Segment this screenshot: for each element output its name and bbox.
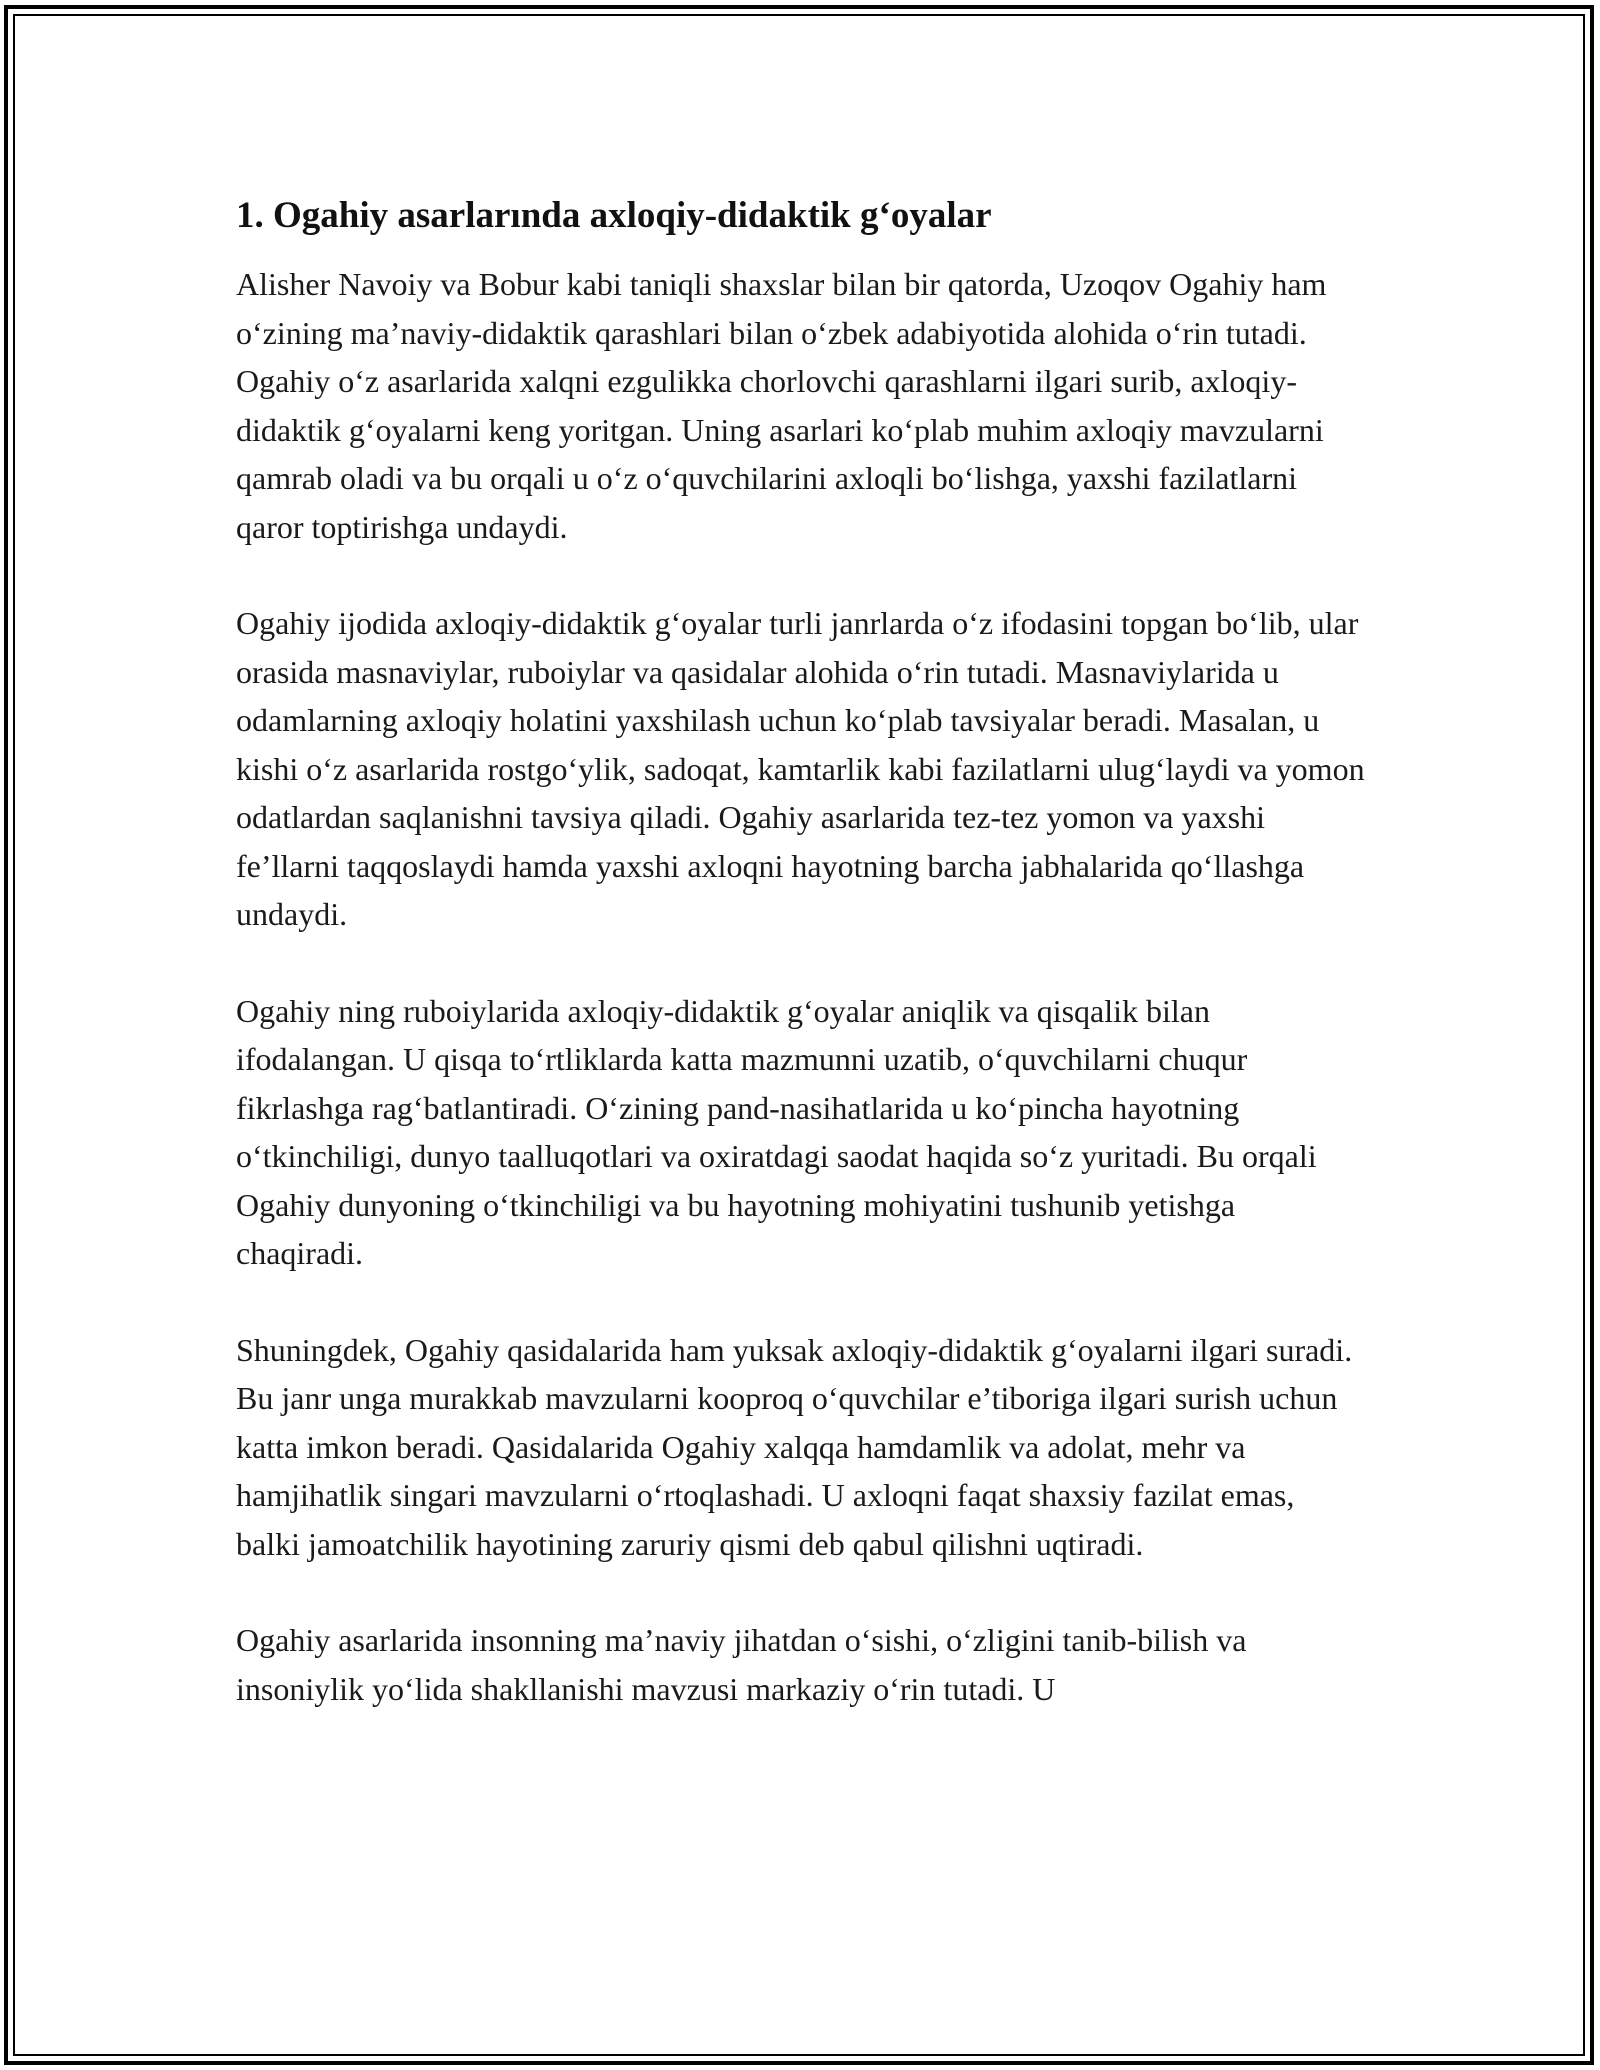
paragraph-1: Alisher Navoiy va Bobur kabi taniqli shaxslar bilan bir qatorda, Uzoqov Ogahiy ham o‘zining ma’naviy-didaktik qarashlari bilan o‘zbek adabiyotida alohida o‘rin tutadi. Ogahiy o‘z asarlarida xalqni ezgulikka chorlovchi qarashlarni ilgari surib, axloqiy-didaktik g‘oyalarni keng yoritgan. Uning asarlari ko‘plab muhim axloqiy mavzularni qamrab oladi va bu orqali u o‘z o‘quvchilarini axloqli bo‘lishga, yaxshi fazilatlarni qaror toptirishga undaydi. (236, 266, 1327, 545)
paragraph-5: Ogahiy asarlarida insonning ma’naviy jihatdan o‘sishi, o‘zligini tanib-bilish va insoniylik yo‘lida shakllanishi mavzusi markaziy o‘rin tutadi. U (236, 1622, 1247, 1707)
paragraph-2: Ogahiy ijodida axloqiy-didaktik g‘oyalar turli janrlarda o‘z ifodasini topgan bo‘lib, ular orasida masnaviylar, ruboiylar va qasidalar alohida o‘rin tutadi. Masnaviylarida u odamlarning axloqiy holatini yaxshilash uchun ko‘plab tavsiyalar beradi. Masalan, u kishi o‘z asarlarida rostgo‘ylik, sadoqat, kamtarlik kabi fazilatlarni ulug‘laydi va yomon odatlardan saqlanishni tavsiya qiladi. Ogahiy asarlarida tez-tez yomon va yaxshi fe’llarni taqqoslaydi hamda yaxshi axloqni hayotning barcha jabhalarida qo‘llashga undaydi. (236, 605, 1365, 932)
section-heading: 1. Ogahiy asarlarında axloqiy-didaktik g‘oyalar (236, 195, 992, 236)
document-body (236, 192, 1366, 1761)
paragraph-4: Shuningdek, Ogahiy qasidalarida ham yuksak axloqiy-didaktik g‘oyalarni ilgari suradi. Bu janr unga murakkab mavzularni kooproq o‘quvchilar e’tiboriga ilgari surish uchun katta imkon beradi. Qasidalarida Ogahiy xalqqa hamdamlik va adolat, mehr va hamjihatlik singari mavzularni o‘rtoqlashadi. U axloqni faqat shaxsiy fazilat emas, balki jamoatchilik hayotining zaruriy qismi deb qabul qilishni uqtiradi. (236, 1331, 1353, 1562)
paragraph-3: Ogahiy ning ruboiylarida axloqiy-didaktik g‘oyalar aniqlik va qisqalik bilan ifodalangan. U qisqa to‘rtliklarda katta mazmunni uzatib, o‘quvchilarni chuqur fikrlashga rag‘batlantiradi. O‘zining pand-nasihatlarida u ko‘pincha hayotning o‘tkinchiligi, dunyo taalluqotlari va oxiratdagi saodat haqida so‘z yuritadi. Bu orqali Ogahiy dunyoning o‘tkinchiligi va bu hayotning mohiyatini tushunib yetishga chaqiradi. (236, 992, 1317, 1271)
